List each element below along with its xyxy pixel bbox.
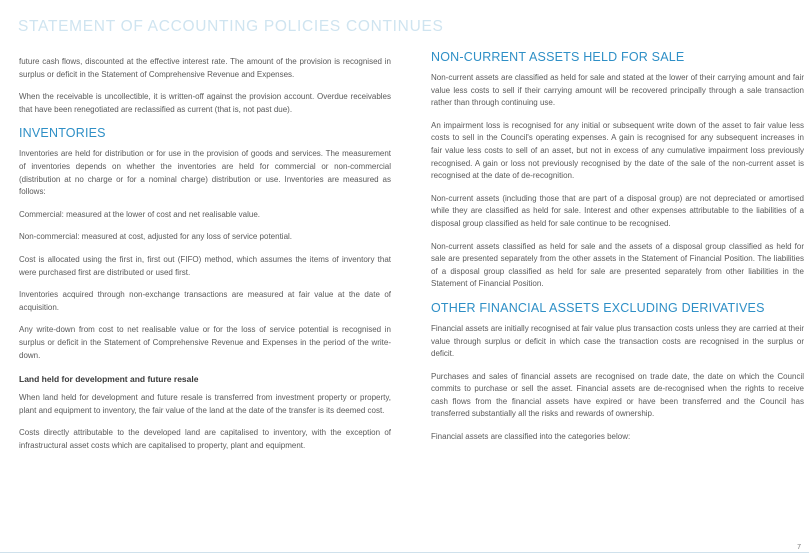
inventories-paragraph-4: Cost is allocated using the first in, first out (FIFO) method, which assumes the items of inventory that were purchased first are distributed or used first.: [19, 254, 391, 277]
financial-assets-paragraph-2: Purchases and sales of financial assets are recognised on trade date, the date on which the Council commits to purchase or sell the asset. Financial assets are de-recognised when the rights to receive cash flows from the financial assets have expired or have been transferred and the Council has transferred substantially all the risks and rewards of ownership.: [431, 371, 804, 419]
right-column: [431, 50, 804, 454]
land-paragraph-1: When land held for development and future resale is transferred from investment property or property, plant and equipment to inventory, the fair value of the land at the date of the transfer is its deemed cost.: [19, 393, 391, 415]
non-current-paragraph-2: An impairment loss is recognised for any initial or subsequent write down of the asset to fair value less costs to sell in the Council's operating expenses. A gain is recognised for any subsequent increases in fair value less costs to sell of an asset, but not in excess of any cumulative impairment loss previously recognised. A gain or loss not previously recognised by the date of the sale of the non-current asset is recognised at the date of de-recognition.: [431, 120, 804, 181]
land-paragraph-2: Costs directly attributable to the developed land are capitalised to inventory, with the exception of infrastructural asset costs which are capitalised to property, plant and equipment.: [19, 428, 391, 450]
receivables-paragraph-1: future cash flows, discounted at the effective interest rate. The amount of the provision is recognised in surplus or deficit in the Statement of Comprehensive Revenue and Expenses.: [19, 57, 391, 79]
non-current-assets-heading: NON-CURRENT ASSETS HELD FOR SALE: [431, 50, 685, 64]
page-title: STATEMENT OF ACCOUNTING POLICIES CONTINUES: [18, 18, 444, 35]
page-number: 7: [797, 544, 801, 551]
other-financial-assets-heading: OTHER FINANCIAL ASSETS EXCLUDING DERIVATIVES: [431, 300, 765, 315]
land-held-subheading: Land held for development and future resale: [19, 374, 199, 385]
inventories-paragraph-3: Non-commercial: measured at cost, adjusted for any loss of service potential.: [19, 232, 293, 242]
inventories-paragraph-6: Any write-down from cost to net realisable value or for the loss of service potential is recognised in surplus or deficit in the Statement of Comprehensive Revenue and Expenses in the period of the write-down.: [19, 325, 391, 360]
non-current-paragraph-3: Non-current assets (including those that are part of a disposal group) are not depreciated or amortised while they are classified as held for sale. Interest and other expenses attributable to the liabilities of a disposal group classified as held for sale continue to be recognised.: [431, 193, 804, 228]
non-current-paragraph-4: Non-current assets classified as held for sale and the assets of a disposal group classified as held for sale are presented separately from the other assets in the Statement of Financial Position. The liabilities of a disposal group classified as held for sale are presented separately from other liabilities in the Statement of Financial Position.: [431, 241, 804, 289]
inventories-paragraph-1: Inventories are held for distribution or for use in the provision of goods and services. The measurement of inventories depends on whether the inventories are held for commercial or non-commercial (distribution at no charge or for a nominal charge) distribution or use. Inventories are measured as follows:: [19, 149, 391, 197]
inventories-paragraph-5: Inventories acquired through non-exchange transactions are measured at fair value at the date of acquisition.: [19, 290, 391, 312]
receivables-paragraph-2: When the receivable is uncollectible, it is written-off against the provision account. Overdue receivables that have been renegotiated are reclassified as current (that is, not past due).: [19, 92, 391, 114]
inventories-heading: INVENTORIES: [19, 126, 106, 141]
financial-assets-paragraph-1: Financial assets are initially recognised at fair value plus transaction costs unless they are carried at their value through surplus or deficit in which case the transaction costs are recognised in the surplus or deficit.: [431, 323, 804, 359]
inventories-paragraph-2: Commercial: measured at the lower of cost and net realisable value.: [19, 209, 261, 219]
financial-assets-paragraph-3: Financial assets are classified into the categories below:: [431, 432, 631, 442]
non-current-paragraph-1: Non-current assets are classified as held for sale and stated at the lower of their carrying amount and fair value less costs to sell if their carrying amount will be recovered principally through a sale transaction rather than through continuing use.: [431, 73, 804, 108]
footer-divider: [0, 552, 809, 553]
left-column: [19, 56, 391, 462]
